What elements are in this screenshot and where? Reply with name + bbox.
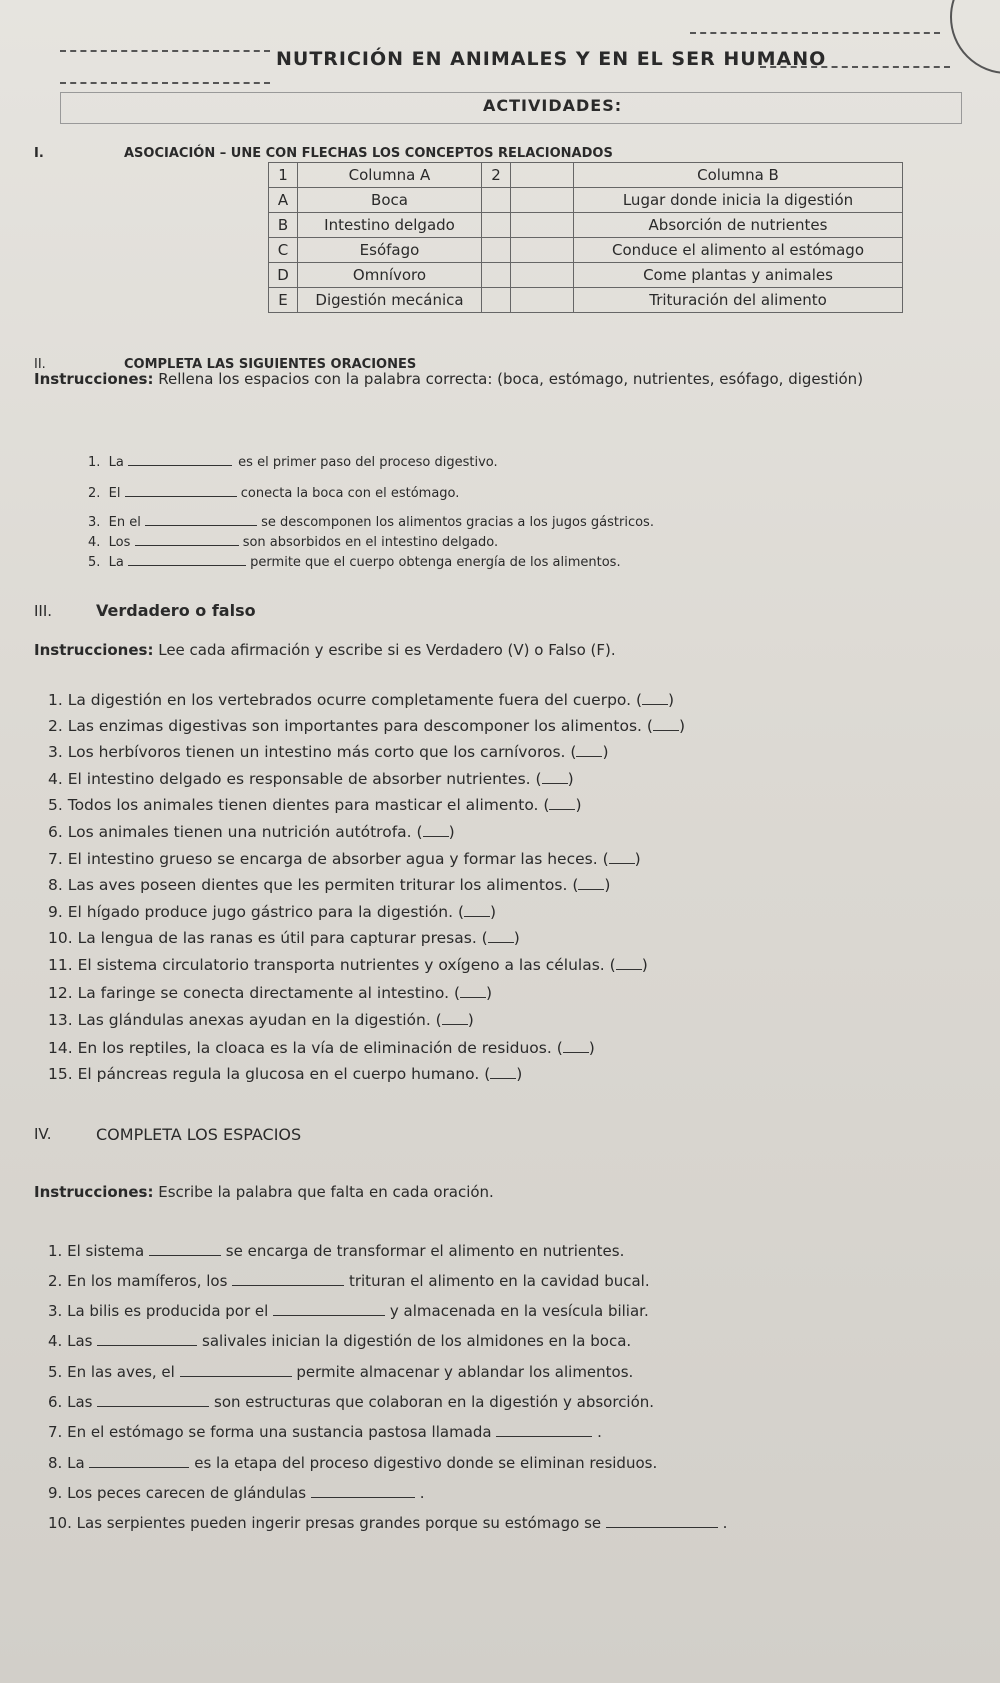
header-dashed-line — [690, 32, 940, 34]
header-dashed-line — [60, 82, 270, 84]
list-item — [48, 1331, 631, 1350]
item-number: 13. — [48, 1011, 73, 1029]
page-subtitle: ACTIVIDADES: — [483, 96, 623, 115]
item-pre: Los peces carecen de glándulas — [67, 1484, 307, 1502]
item-pre: La — [67, 1454, 85, 1472]
list-item: 5. Todos los animales tienen dientes para masticar el alimento. ( ) — [48, 796, 582, 814]
table-row — [269, 213, 903, 238]
statement-text: La faringe se conecta directamente al intestino. — [77, 984, 450, 1002]
blank-line[interactable] — [149, 1241, 221, 1256]
blank-line[interactable] — [97, 1392, 209, 1407]
statement-text: La digestión en los vertebrados ocurre completamente fuera del cuerpo. — [67, 691, 632, 709]
item-post: permite que el cuerpo obtenga energía de los alimentos. — [250, 555, 621, 570]
item-pre: En el — [108, 515, 141, 530]
item-pre: Las — [67, 1393, 93, 1411]
answer-cell[interactable] — [482, 213, 511, 238]
table-header-cell: 1 — [269, 163, 298, 188]
header-dashed-line — [60, 50, 270, 52]
list-item: 9. El hígado produce jugo gástrico para la digestión. ( ) — [48, 903, 497, 921]
answer-cell[interactable] — [511, 288, 574, 313]
item-post: . — [597, 1423, 602, 1441]
item-post: . — [419, 1484, 425, 1502]
list-item: 13. Las glándulas anexas ayudan en la digestión. ( ) — [48, 1011, 474, 1029]
answer-cell[interactable] — [482, 188, 511, 213]
statement-text: Todos los animales tienen dientes para masticar el alimento. — [67, 796, 539, 814]
instructions-text: Escribe la palabra que falta en cada oración. — [158, 1183, 494, 1201]
item-pre: El — [108, 486, 121, 501]
item-number: 7. — [48, 850, 63, 868]
item-number: 1. — [88, 455, 101, 470]
section4-heading: COMPLETA LOS ESPACIOS — [96, 1125, 302, 1144]
item-number: 6. — [48, 1393, 63, 1411]
list-item — [88, 551, 621, 570]
column-a-cell: Boca — [298, 188, 482, 213]
item-post: . — [722, 1514, 728, 1532]
column-b-cell: Conduce el alimento al estómago — [574, 238, 903, 263]
statement-text: El sistema circulatorio transporta nutrientes y oxígeno a las células. — [77, 956, 605, 974]
list-item: 10. La lengua de las ranas es útil para capturar presas. ( ) — [48, 929, 520, 947]
answer-blank[interactable] — [549, 795, 575, 810]
list-item: 14. En los reptiles, la cloaca es la vía de eliminación de residuos. ( ) — [48, 1039, 595, 1057]
instructions-text: Lee cada afirmación y escribe si es Verdadero (V) o Falso (F). — [158, 641, 616, 659]
item-number: 9. — [48, 903, 63, 921]
item-number: 5. — [48, 1363, 63, 1381]
answer-cell[interactable] — [511, 213, 574, 238]
blank-line[interactable] — [128, 451, 232, 466]
answer-blank[interactable] — [576, 742, 602, 757]
item-post: permite almacenar y ablandar los alimentos. — [296, 1363, 634, 1381]
item-pre: El sistema — [67, 1242, 145, 1260]
instructions-label: Instrucciones: — [34, 641, 154, 659]
item-pre: Las serpientes pueden ingerir presas grandes porque su estómago se — [76, 1514, 602, 1532]
statement-text: El páncreas regula la glucosa en el cuerpo humano. — [77, 1065, 480, 1083]
section2-numeral: II. — [34, 357, 46, 372]
item-post: y almacenada en la vesícula biliar. — [389, 1302, 649, 1320]
table-header-row — [269, 163, 903, 188]
item-number: 9. — [48, 1484, 63, 1502]
column-b-cell: Trituración del alimento — [574, 288, 903, 313]
answer-cell[interactable] — [511, 238, 574, 263]
item-pre: En los mamíferos, los — [67, 1272, 228, 1290]
statement-text: Las enzimas digestivas son importantes para descomponer los alimentos. — [67, 717, 642, 735]
list-item — [88, 482, 459, 501]
statement-text: Los animales tienen una nutrición autótrofa. — [67, 823, 412, 841]
item-number: 5. — [88, 555, 101, 570]
blank-line[interactable] — [135, 531, 239, 546]
item-pre: Los — [108, 535, 131, 550]
statement-text: Las glándulas anexas ayudan en la digestión. — [77, 1011, 431, 1029]
list-item: 6. Los animales tienen una nutrición autótrofa. ( ) — [48, 823, 455, 841]
statement-text: Las aves poseen dientes que les permiten triturar los alimentos. — [67, 876, 568, 894]
table-row — [269, 263, 903, 288]
blank-line[interactable] — [125, 482, 237, 497]
list-item: 3. Los herbívoros tienen un intestino más corto que los carnívoros. ( ) — [48, 743, 609, 761]
table-row — [269, 288, 903, 313]
list-item — [48, 1241, 624, 1260]
blank-line[interactable] — [180, 1362, 292, 1377]
table-header-cell: 2 — [482, 163, 511, 188]
item-number: 11. — [48, 956, 73, 974]
list-item — [88, 531, 498, 550]
list-item — [48, 1362, 633, 1381]
list-item — [48, 1301, 649, 1320]
item-pre: La bilis es producida por el — [67, 1302, 269, 1320]
list-item: 12. La faringe se conecta directamente al intestino. ( ) — [48, 984, 493, 1002]
item-number: 3. — [48, 1302, 63, 1320]
item-number: 6. — [48, 823, 63, 841]
answer-blank[interactable] — [616, 955, 642, 970]
item-post: salivales inician la digestión de los almidones en la boca. — [202, 1332, 632, 1350]
answer-blank[interactable] — [464, 902, 490, 917]
item-number: 8. — [48, 1454, 63, 1472]
table-header-cell: Columna B — [574, 163, 903, 188]
section1-numeral: I. — [34, 146, 44, 161]
item-number: 4. — [48, 770, 63, 788]
answer-blank[interactable] — [542, 769, 568, 784]
item-pre: En las aves, el — [67, 1363, 175, 1381]
item-number: 10. — [48, 1514, 72, 1532]
item-post: trituran el alimento en la cavidad bucal. — [348, 1272, 650, 1290]
statement-text: El intestino grueso se encarga de absorber agua y formar las heces. — [67, 850, 598, 868]
instructions-label: Instrucciones: — [34, 1183, 154, 1201]
statement-text: El hígado produce jugo gástrico para la digestión. — [67, 903, 454, 921]
item-number: 7. — [48, 1423, 63, 1441]
list-item — [48, 1453, 657, 1472]
answer-cell[interactable] — [482, 263, 511, 288]
answer-blank[interactable] — [460, 983, 486, 998]
list-item — [48, 1513, 727, 1532]
section4-numeral: IV. — [34, 1125, 52, 1143]
answer-blank[interactable] — [578, 875, 604, 890]
item-post: se encarga de transformar el alimento en nutrientes. — [225, 1242, 625, 1260]
row-letter: E — [269, 288, 298, 313]
row-letter: A — [269, 188, 298, 213]
blank-line[interactable] — [89, 1453, 189, 1468]
item-post: son estructuras que colaboran en la digestión y absorción. — [214, 1393, 655, 1411]
answer-blank[interactable] — [653, 716, 679, 731]
item-number: 14. — [48, 1039, 73, 1057]
list-item: 7. El intestino grueso se encarga de absorber agua y formar las heces. ( ) — [48, 850, 641, 868]
answer-cell[interactable] — [482, 238, 511, 263]
item-pre: La — [108, 555, 124, 570]
section3-heading: Verdadero o falso — [96, 601, 256, 620]
answer-blank[interactable] — [490, 1064, 516, 1079]
column-b-cell: Lugar donde inicia la digestión — [574, 188, 903, 213]
answer-blank[interactable] — [488, 928, 514, 943]
blank-line[interactable] — [128, 551, 246, 566]
item-number: 12. — [48, 984, 73, 1002]
item-number: 15. — [48, 1065, 73, 1083]
blank-line[interactable] — [311, 1483, 415, 1498]
item-number: 1. — [48, 691, 63, 709]
item-number: 2. — [88, 486, 101, 501]
section2-heading: COMPLETA LAS SIGUIENTES ORACIONES — [124, 357, 417, 372]
item-number: 3. — [88, 515, 101, 530]
list-item — [88, 511, 654, 530]
list-item: 1. La digestión en los vertebrados ocurre completamente fuera del cuerpo. ( ) — [48, 691, 675, 709]
blank-line[interactable] — [97, 1331, 197, 1346]
column-a-cell: Esófago — [298, 238, 482, 263]
association-table — [268, 162, 903, 313]
instructions-text: Rellena los espacios con la palabra correcta: (boca, estómago, nutrientes, esófago, digestión) — [158, 370, 864, 388]
list-item: 11. El sistema circulatorio transporta nutrientes y oxígeno a las células. ( ) — [48, 956, 648, 974]
section4-instructions — [34, 1183, 494, 1201]
header-circle-decoration — [950, 0, 1000, 74]
blank-line[interactable] — [606, 1513, 718, 1528]
column-a-cell: Omnívoro — [298, 263, 482, 288]
item-number: 1. — [48, 1242, 63, 1260]
item-number: 8. — [48, 876, 63, 894]
answer-blank[interactable] — [423, 822, 449, 837]
blank-line[interactable] — [273, 1301, 385, 1316]
item-post: son absorbidos en el intestino delgado. — [242, 535, 499, 550]
page-title: NUTRICIÓN EN ANIMALES Y EN EL SER HUMANO — [276, 48, 827, 70]
list-item — [88, 451, 498, 470]
item-post: conecta la boca con el estómago. — [240, 486, 460, 501]
section1-heading: ASOCIACIÓN – UNE CON FLECHAS LOS CONCEPTOS RELACIONADOS — [124, 146, 613, 161]
item-number: 2. — [48, 1272, 63, 1290]
row-letter: C — [269, 238, 298, 263]
answer-blank[interactable] — [642, 690, 668, 705]
blank-line[interactable] — [496, 1422, 592, 1437]
table-header-cell — [511, 163, 574, 188]
item-number: 4. — [88, 535, 101, 550]
item-post: es el primer paso del proceso digestivo. — [238, 455, 498, 470]
row-letter: B — [269, 213, 298, 238]
section2-instructions — [34, 370, 863, 388]
item-post: es la etapa del proceso digestivo donde se eliminan residuos. — [194, 1454, 658, 1472]
table-header-cell: Columna A — [298, 163, 482, 188]
list-item: 4. El intestino delgado es responsable de absorber nutrientes. ( ) — [48, 770, 574, 788]
table-row — [269, 238, 903, 263]
item-number: 2. — [48, 717, 63, 735]
section3-instructions — [34, 641, 616, 659]
answer-cell[interactable] — [511, 188, 574, 213]
item-pre: En el estómago se forma una sustancia pastosa llamada — [67, 1423, 492, 1441]
statement-text: Los herbívoros tienen un intestino más corto que los carnívoros. — [67, 743, 566, 761]
list-item — [48, 1271, 650, 1290]
item-number: 4. — [48, 1332, 63, 1350]
table-row — [269, 188, 903, 213]
column-a-cell: Digestión mecánica — [298, 288, 482, 313]
item-pre: Las — [67, 1332, 93, 1350]
list-item: 2. Las enzimas digestivas son importantes para descomponer los alimentos. ( ) — [48, 717, 685, 735]
section3-numeral: III. — [34, 602, 53, 620]
row-letter: D — [269, 263, 298, 288]
item-post: se descomponen los alimentos gracias a los jugos gástricos. — [261, 515, 654, 530]
instructions-label: Instrucciones: — [34, 370, 154, 388]
list-item — [48, 1392, 654, 1411]
column-a-cell: Intestino delgado — [298, 213, 482, 238]
blank-line[interactable] — [145, 511, 257, 526]
item-number: 10. — [48, 929, 73, 947]
statement-text: El intestino delgado es responsable de absorber nutrientes. — [67, 770, 531, 788]
item-number: 5. — [48, 796, 63, 814]
answer-blank[interactable] — [563, 1038, 589, 1053]
list-item: 8. Las aves poseen dientes que les permiten triturar los alimentos. ( ) — [48, 876, 611, 894]
statement-text: En los reptiles, la cloaca es la vía de eliminación de residuos. — [77, 1039, 552, 1057]
answer-cell[interactable] — [511, 263, 574, 288]
list-item — [48, 1483, 424, 1502]
answer-cell[interactable] — [482, 288, 511, 313]
item-pre: La — [108, 455, 124, 470]
answer-blank[interactable] — [609, 849, 635, 864]
list-item: 15. El páncreas regula la glucosa en el cuerpo humano. ( ) — [48, 1065, 523, 1083]
list-item — [48, 1422, 602, 1441]
item-number: 3. — [48, 743, 63, 761]
statement-text: La lengua de las ranas es útil para capturar presas. — [77, 929, 477, 947]
blank-line[interactable] — [232, 1271, 344, 1286]
column-b-cell: Absorción de nutrientes — [574, 213, 903, 238]
answer-blank[interactable] — [442, 1010, 468, 1025]
column-b-cell: Come plantas y animales — [574, 263, 903, 288]
